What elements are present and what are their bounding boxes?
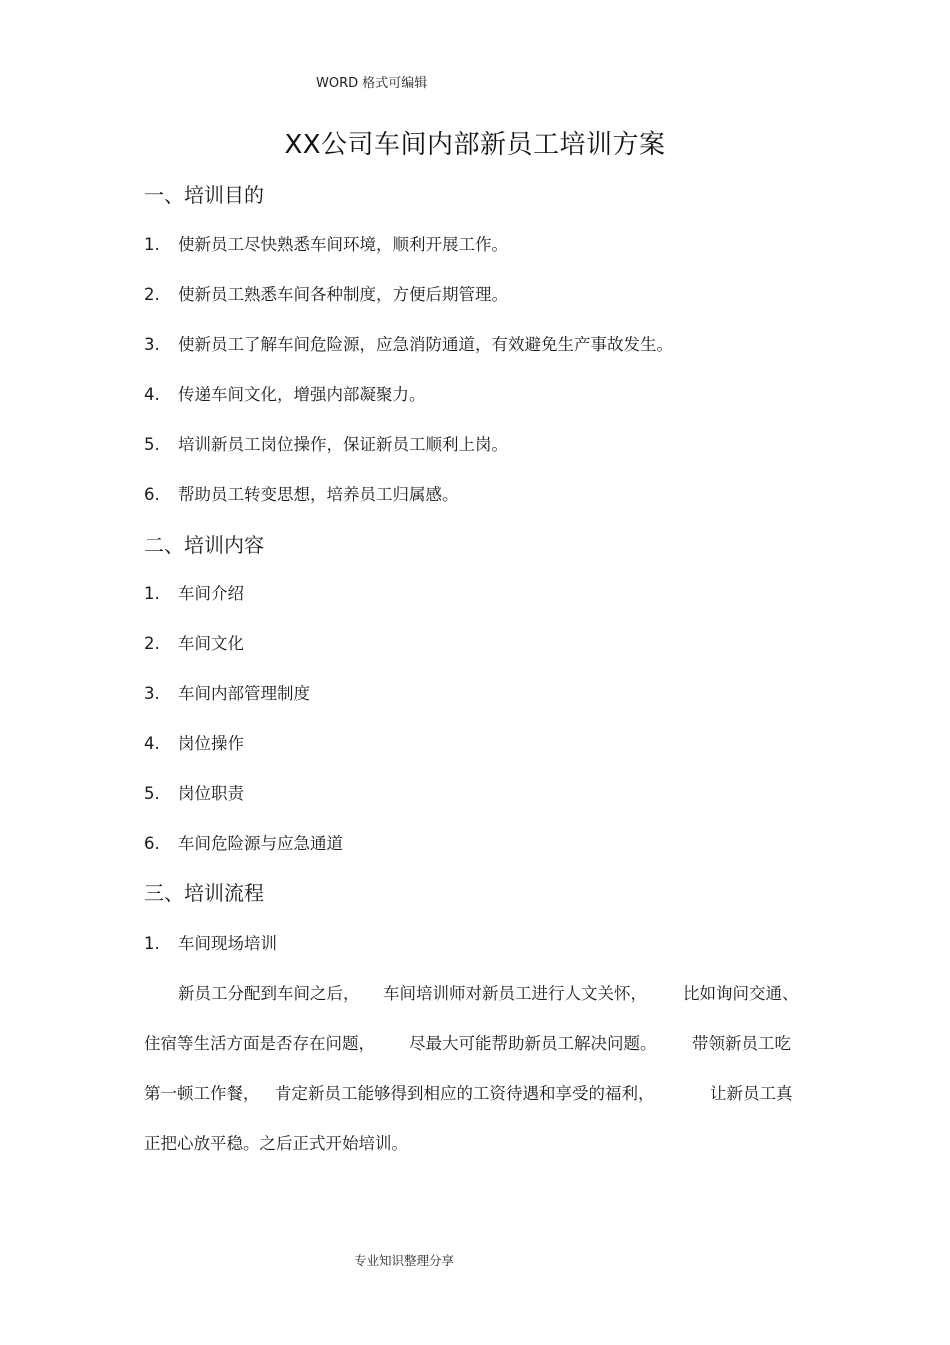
list-item xyxy=(144,930,277,954)
paragraph-segment: 新员工分配到车间之后， xyxy=(178,984,360,1003)
list-item xyxy=(144,580,244,604)
list-item xyxy=(144,730,244,754)
paragraph-segment: 尽最大可能帮助新员工解决问题。 xyxy=(409,1034,657,1053)
paragraph-line xyxy=(0,980,950,1004)
list-item-text: 车间文化 xyxy=(178,634,244,653)
list-item-text: 培训新员工岗位操作，保证新员工顺利上岗。 xyxy=(178,435,508,454)
paragraph-line xyxy=(0,1130,950,1154)
list-item-text: 帮助员工转变思想，培养员工归属感。 xyxy=(178,485,459,504)
section-heading-process: 三、培训流程 xyxy=(144,881,264,905)
paragraph-segment: 正把心放平稳。之后正式开始培训。 xyxy=(144,1134,408,1153)
list-item xyxy=(144,630,244,654)
paragraph-line xyxy=(0,1080,950,1104)
list-item-number: 3. xyxy=(144,335,160,354)
list-item xyxy=(144,431,508,455)
paragraph-segment: 让新员工真 xyxy=(710,1084,793,1103)
list-item-number: 3. xyxy=(144,684,160,703)
list-item xyxy=(144,231,508,255)
section-heading-content: 二、培训内容 xyxy=(144,533,264,557)
paragraph-line xyxy=(0,1030,950,1054)
paragraph-segment: 比如询问交通、 xyxy=(683,984,799,1003)
list-item-text: 车间介绍 xyxy=(178,584,244,603)
list-item-text: 传递车间文化，增强内部凝聚力。 xyxy=(178,385,426,404)
section-heading-purpose: 一、培训目的 xyxy=(144,183,264,207)
paragraph-segment: 住宿等生活方面是否存在问题， xyxy=(144,1034,375,1053)
list-item-number: 1. xyxy=(144,235,160,254)
list-item xyxy=(144,381,426,405)
footer-note: 专业知识整理分享 xyxy=(354,1253,455,1268)
list-item xyxy=(144,331,673,355)
list-item-number: 2. xyxy=(144,634,160,653)
list-item-text: 车间内部管理制度 xyxy=(178,684,310,703)
list-item xyxy=(144,281,508,305)
list-item-number: 5. xyxy=(144,435,160,454)
list-item xyxy=(144,481,459,505)
list-item-number: 4. xyxy=(144,734,160,753)
list-item-text: 使新员工熟悉车间各种制度，方便后期管理。 xyxy=(178,285,508,304)
list-item-number: 5. xyxy=(144,784,160,803)
list-item xyxy=(144,830,343,854)
list-item-text: 岗位操作 xyxy=(178,734,244,753)
list-item-text: 车间现场培训 xyxy=(178,934,277,953)
paragraph-segment: 肯定新员工能够得到相应的工资待遇和享受的福利， xyxy=(275,1084,655,1103)
list-item-text: 使新员工尽快熟悉车间环境，顺利开展工作。 xyxy=(178,235,508,254)
list-item-number: 1. xyxy=(144,584,160,603)
list-item-number: 2. xyxy=(144,285,160,304)
list-item-text: 使新员工了解车间危险源，应急消防通道，有效避免生产事故发生。 xyxy=(178,335,673,354)
list-item-text: 岗位职责 xyxy=(178,784,244,803)
list-item xyxy=(144,680,310,704)
paragraph-segment: 带领新员工吃 xyxy=(692,1034,791,1053)
list-item-text: 车间危险源与应急通道 xyxy=(178,834,343,853)
document-title: XX公司车间内部新员工培训方案 xyxy=(284,130,666,160)
list-item-number: 6. xyxy=(144,834,160,853)
list-item-number: 6. xyxy=(144,485,160,504)
list-item-number: 1. xyxy=(144,934,160,953)
list-item xyxy=(144,780,244,804)
paragraph-segment: 车间培训师对新员工进行人文关怀， xyxy=(383,984,647,1003)
header-note: WORD 格式可编辑 xyxy=(316,76,428,91)
list-item-number: 4. xyxy=(144,385,160,404)
paragraph-segment: 第一顿工作餐， xyxy=(144,1084,260,1103)
